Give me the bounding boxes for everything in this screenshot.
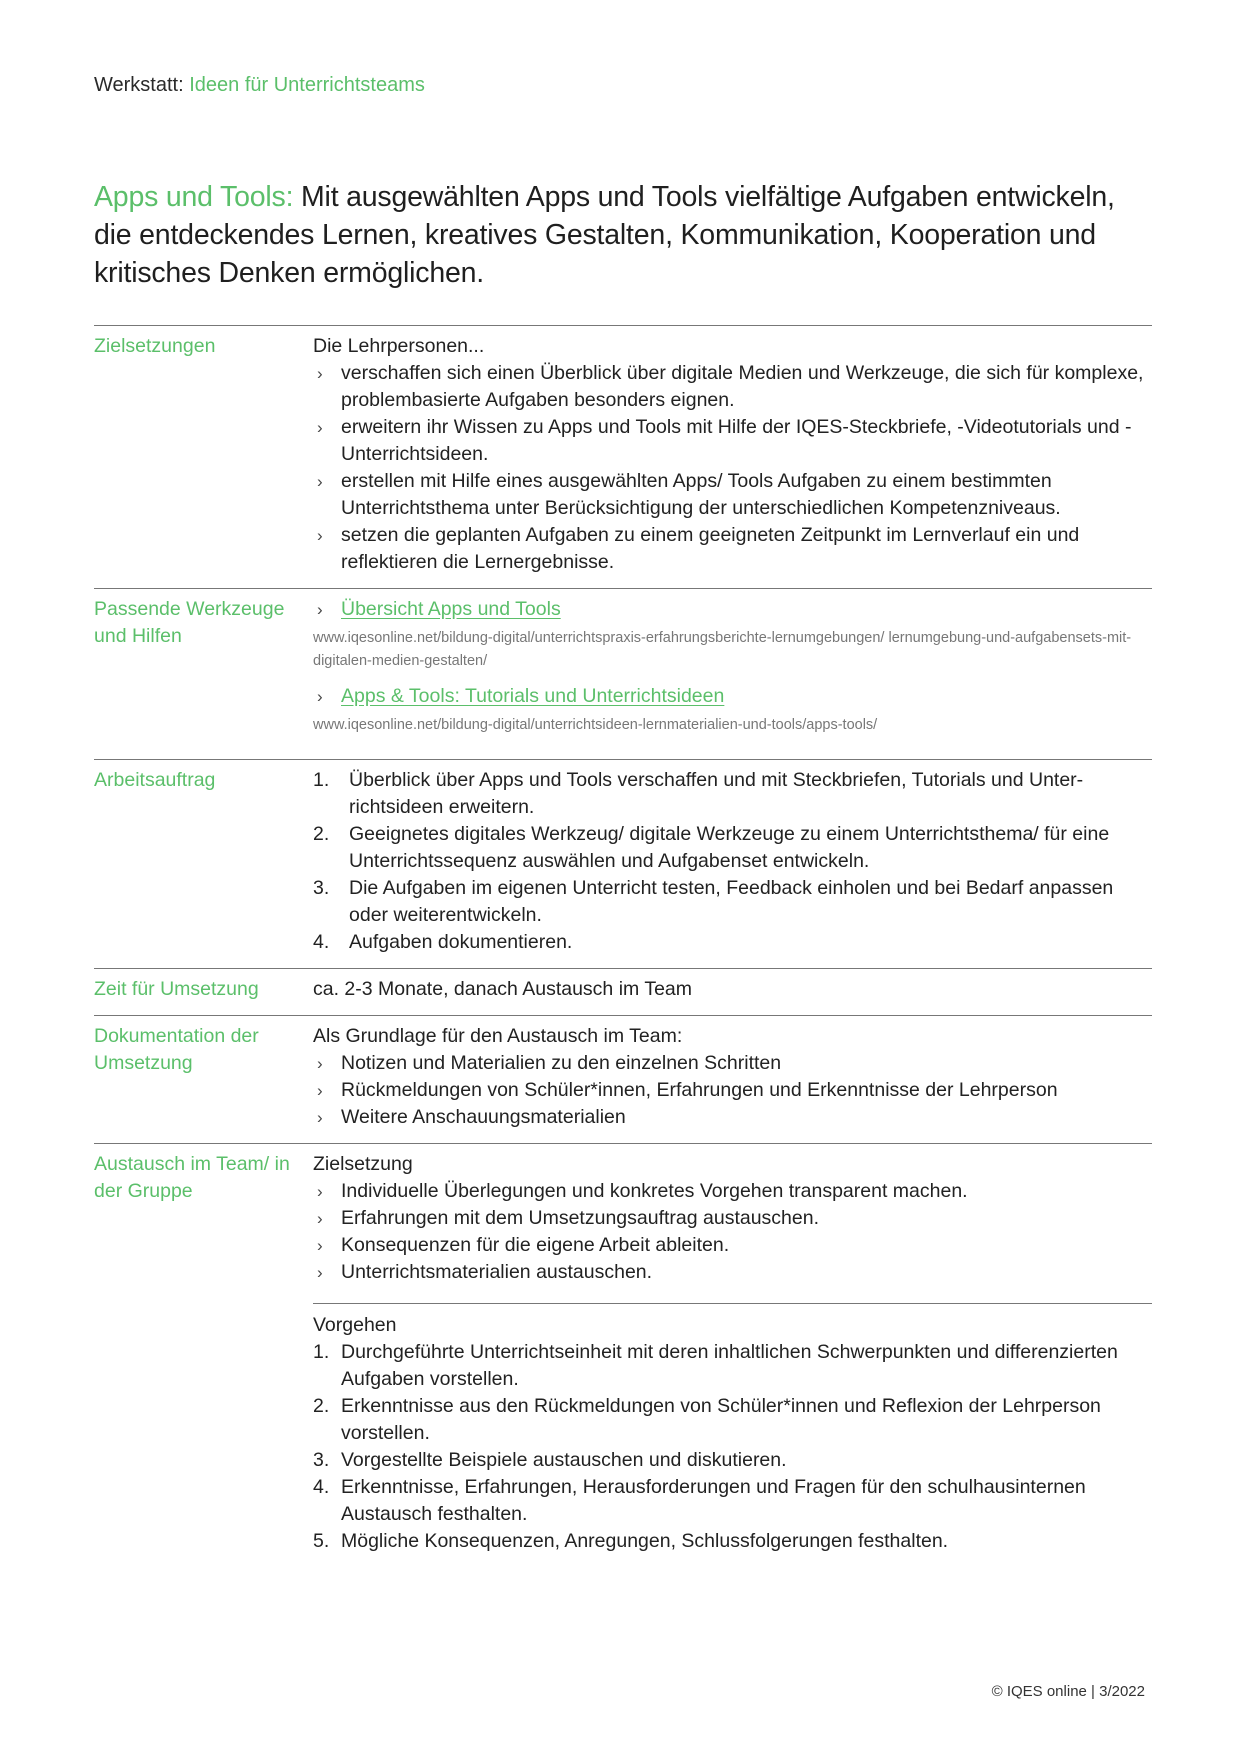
row-content (313, 1151, 1152, 1555)
chevron-right-icon: › (317, 472, 323, 491)
list-item (313, 683, 1152, 710)
list-item: › Weitere Anschauungsmaterialien (313, 1104, 1152, 1131)
list-item: › erstellen mit Hilfe eines ausgewählten Apps/ Tools Aufgaben zu einem bestimmten Unterrichtsthema unter Berücksichtigung der unterschiedlichen Kompetenzniveaus. (317, 470, 1061, 519)
link-url: www.iqesonline.net/bildung-digital/unterrichtspraxis-erfahrungsberichte-lernumgebungen/ lernumgebung-und-aufgabensets-mit-digitalen-medien-gestalten/ (313, 630, 1132, 669)
row-documentation (94, 1015, 1152, 1143)
numbered-item: 2. Erkenntnisse aus den Rückmeldungen von Schüler*innen und Reflexion der Lehrperson vorstellen. (313, 1395, 1101, 1444)
list-item: › Individuelle Überlegungen und konkretes Vorgehen transparent machen. (313, 1178, 1152, 1205)
list-item: › Erfahrungen mit dem Umsetzungsauftrag austauschen. (313, 1205, 1152, 1232)
documentation-intro: Als Grundlage für den Austausch im Team: (313, 1025, 683, 1047)
chevron-right-icon: › (317, 364, 323, 383)
chevron-right-icon: › (317, 1081, 323, 1100)
page-title (94, 178, 1154, 292)
link-url: www.iqesonline.net/bildung-digital/unterrichtsideen-lernmaterialien-und-tools/apps-tools/ (313, 717, 878, 733)
workshop-table (94, 325, 1152, 1567)
numbered-item: 2. Geeignetes digitales Werkzeug/ digitale Werkzeuge zu einem Unterrichtsthema/ für eine Unterrichtssequenz auswählen und Aufgabenset entwickeln. (313, 823, 1110, 872)
page-header (94, 72, 425, 98)
exchange-procedure-heading: Vorgehen (313, 1314, 397, 1336)
header-highlight: Ideen für Unterrichtsteams (189, 74, 425, 96)
title-text: Mit ausgewählten Apps und Tools vielfältige Aufgaben entwickeln, die entdeckendes Lernen, kreatives Gestalten, Kommunikation, Kooperation und kritisches Denken ermöglichen. (94, 181, 1115, 289)
row-goals (94, 325, 1152, 588)
link-apps-tools-overview[interactable]: Übersicht Apps und Tools (341, 598, 561, 620)
numbered-item: 1. Überblick über Apps und Tools verschaffen und mit Steckbriefen, Tutorials und Unter-richtsideen erweitern. (313, 769, 1084, 818)
row-task (94, 759, 1152, 968)
list-item: › Konsequenzen für die eigene Arbeit ableiten. (313, 1232, 1152, 1259)
row-content (313, 1023, 1152, 1131)
row-label: Arbeitsauftrag (94, 769, 216, 791)
numbered-item: 3. Die Aufgaben im eigenen Unterricht testen, Feedback einholen und bei Bedarf anpassen oder weiterentwickeln. (313, 877, 1114, 926)
header-prefix: Werkstatt: (94, 74, 184, 96)
chevron-right-icon: › (317, 1236, 323, 1255)
numbered-item: 1. Durchgeführte Unterrichtseinheit mit deren inhaltlichen Schwerpunkten und differenzierten Aufgaben vorstellen. (313, 1341, 1118, 1390)
row-label: Austausch im Team/ in der Gruppe (94, 1153, 290, 1202)
list-item: › setzen die geplanten Aufgaben zu einem geeigneten Zeitpunkt im Lernverlauf ein und reflektieren die Lernergebnisse. (317, 524, 1080, 573)
row-content (313, 333, 1152, 576)
exchange-goal-heading: Zielsetzung (313, 1153, 413, 1175)
page-footer: © IQES online | 3/2022 (991, 1683, 1145, 1700)
list-item: › Rückmeldungen von Schüler*innen, Erfahrungen und Erkenntnisse der Lehrperson (313, 1077, 1152, 1104)
row-content (313, 596, 1152, 747)
row-label: Passende Werkzeuge und Hilfen (94, 598, 285, 647)
row-label: Zielsetzungen (94, 335, 216, 357)
link-block (313, 596, 1152, 673)
row-tools (94, 588, 1152, 759)
row-label: Zeit für Umsetzung (94, 978, 259, 1000)
list-item: › Unterrichtsmaterialien austauschen. (313, 1259, 1152, 1286)
numbered-item: 4. Aufgaben dokumentieren. (313, 931, 573, 953)
link-tutorials[interactable]: Apps & Tools: Tutorials und Unterrichtsideen (341, 685, 725, 707)
chevron-right-icon: › (317, 1263, 323, 1282)
goals-intro: Die Lehrpersonen... (313, 335, 485, 357)
chevron-right-icon: › (317, 1054, 323, 1073)
chevron-right-icon: › (317, 1209, 323, 1228)
row-time (94, 968, 1152, 1015)
row-label: Dokumentation der Umsetzung (94, 1025, 259, 1074)
procedure-section (313, 1303, 1152, 1555)
title-highlight: Apps und Tools: (94, 181, 294, 213)
list-item (313, 596, 1152, 623)
row-content: ca. 2-3 Monate, danach Austausch im Team (313, 978, 693, 1000)
link-block (313, 683, 1152, 737)
list-item: › Notizen und Materialien zu den einzelnen Schritten (313, 1050, 1152, 1077)
numbered-item: 4. Erkenntnisse, Erfahrungen, Herausforderungen und Fragen für den schulhausinternen Austausch festhalten. (313, 1476, 1086, 1525)
list-item: › erweitern ihr Wissen zu Apps und Tools mit Hilfe der IQES-Steckbriefe, -Videotutorials und -Unterrichtsideen. (317, 416, 1132, 465)
chevron-right-icon: › (317, 1108, 323, 1127)
numbered-item: 3. Vorgestellte Beispiele austauschen und diskutieren. (313, 1449, 787, 1471)
list-item: › verschaffen sich einen Überblick über digitale Medien und Werkzeuge, die sich für komplexe, problembasierte Aufgaben besonders eignen. (317, 362, 1144, 411)
row-content (313, 767, 1152, 956)
chevron-right-icon: › (317, 600, 323, 619)
chevron-right-icon: › (317, 1182, 323, 1201)
numbered-item: 5. Mögliche Konsequenzen, Anregungen, Schlussfolgerungen festhalten. (313, 1530, 949, 1552)
chevron-right-icon: › (317, 687, 323, 706)
chevron-right-icon: › (317, 526, 323, 545)
row-exchange (94, 1143, 1152, 1567)
chevron-right-icon: › (317, 418, 323, 437)
